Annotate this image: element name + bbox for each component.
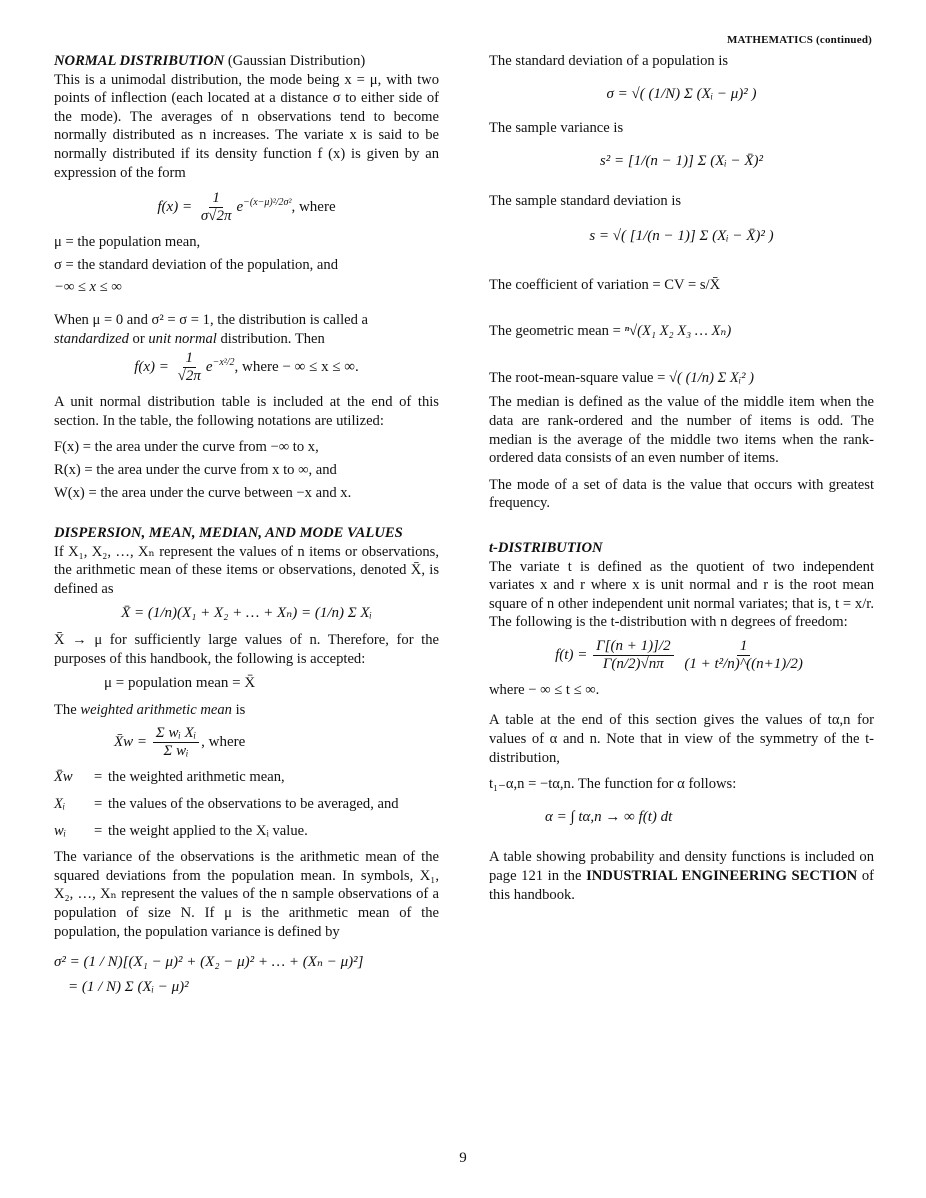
std-dev-text: The standard deviation of a population is — [489, 53, 729, 69]
section-title-t-distribution: t-DISTRIBUTION — [489, 539, 603, 556]
sample-variance-text: The sample variance is — [489, 120, 624, 137]
section-title-normal: NORMAL DISTRIBUTION (Gaussian Distribution) — [54, 53, 366, 69]
t-distribution-text: The variate t is defined as the quotient of two independent variates x and r where x is unit normal and r is the root mean square of n other independent unit normal variates; that is, t = x/r. The following is the t-distribution with n degrees of freedom: — [489, 558, 874, 631]
normal-intro: This is a unimodal distribution, the mode being x = μ, with two points of inflection (each located at a distance σ to either side of the mode). The averages of n observations tend to become normally distributed as n increases. The variate x is said to be normally distributed if its density function f (x) is given by an expression of the form — [54, 71, 439, 181]
variance-equation-2: = (1 / N) Σ (Xᵢ − μ)² — [68, 978, 189, 995]
median-text: The median is defined as the value of the middle item when the data are rank-ordered and the number of items is odd. The median is the average of the middle two items when the rank-ordered data consists of an even number of items. — [489, 394, 874, 467]
variance-equation-1: σ² = (1 / N)[(X₁ − μ)² + (X₂ − μ)² + … + (Xₙ − μ)²] — [54, 954, 364, 971]
unit-normal-equation: f(x) = $\frac{1}{√2\pi}$ $e^{-x^2/2}$, where − ∞ ≤ x ≤ ∞. — [134, 350, 359, 385]
geometric-mean: The geometric mean = ⁿ√(X₁ X₂ X₃ … Xₙ) — [489, 323, 732, 340]
probability-table-text: A table showing probability and density functions is included on page 121 in the INDUSTRIAL ENGINEERING SECTION of this handbook. — [489, 849, 874, 903]
unit-normal-table-text: A unit normal distribution table is included at the end of this section. In the table, the following notations are utilized: — [54, 394, 439, 429]
left-column — [54, 52, 439, 1004]
sample-std-dev-equation: s = √( [1/(n − 1)] Σ (Xᵢ − X̄)² ) — [589, 227, 774, 244]
coefficient-of-variation: The coefficient of variation = CV = s/X̄ — [489, 276, 721, 293]
definition-row: wᵢ = the weight applied to the Xᵢ value. — [54, 822, 308, 839]
std-dev-equation: σ = √( (1/N) Σ (Xᵢ − μ)² ) — [606, 85, 757, 102]
section-title-dispersion: DISPERSION, MEAN, MEDIAN, AND MODE VALUES — [54, 525, 403, 542]
definition-row: Xᵢ = the values of the observations to be averaged, and — [54, 796, 399, 813]
alpha-equation: α = ∫ tα,n → ∞ f(t) dt — [545, 808, 673, 825]
mode-text: The mode of a set of data is the value that occurs with greatest frequency. — [489, 476, 874, 512]
weighted-mean-definitions — [54, 768, 439, 840]
weighted-mean-equation: X̄w = $\frac{\text{Σ wᵢ Xᵢ}}{\text{Σ wᵢ}}$ , where — [114, 725, 246, 760]
right-column — [489, 52, 874, 912]
root-mean-square: The root-mean-square value = √( (1/n) Σ Xᵢ² ) — [489, 369, 755, 386]
arithmetic-mean-text: If X₁, X₂, …, Xₙ represent the values of n items or observations, the arithmetic mean of these items or observations, denoted X̄, is defined as — [54, 543, 439, 597]
sample-variance-equation: s² = [1/(n − 1)] Σ (Xᵢ − X̄)² — [599, 152, 764, 169]
notation-list: F(x) = the area under the curve from −∞ to x, R(x) = the area under the curve from x to ∞, and W(x) = the area under the curve between −x and x. — [54, 439, 352, 501]
population-mean-equation: μ = population mean = X̄ — [104, 675, 256, 692]
normal-definitions: μ = the population mean, σ = the standard deviation of the population, and −∞ ≤ x ≤ ∞ — [54, 234, 338, 296]
arithmetic-mean-equation: X̄ = (1/n)(X₁ + X₂ + … + Xₙ) = (1/n) Σ Xᵢ — [121, 605, 372, 622]
t-range: where − ∞ ≤ t ≤ ∞. — [489, 681, 600, 698]
mean-limit-text: X̄ → μ for sufficiently large values of n. Therefore, for the purposes of this handbook, the following is accepted: — [54, 632, 439, 667]
standardized-text-2: standardized or unit normal distribution. Then — [54, 330, 325, 347]
weighted-mean-text: The weighted arithmetic mean is — [54, 701, 246, 718]
page-number: 9 — [459, 1150, 467, 1166]
standardized-text: When μ = 0 and σ² = σ = 1, the distribution is called a — [54, 311, 369, 328]
symmetry-text: t₁₋α,n = −tα,n. The function for α follows: — [489, 776, 737, 793]
t-distribution-equation: f(t) = $\frac{\Gamma[(n + 1)]/2}{\Gamma(n/2)√n\pi}$ $\frac{1}{\text{(1 + t²/n)\textasciicircum{}((n+1)/2)}}$ — [555, 637, 803, 672]
running-header: MATHEMATICS (continued) — [726, 34, 872, 46]
normal-density-equation: f(x) = $\frac{1}{\sigma√2\pi}$ $e^{-(x-\mu)^2/2\sigma^2}$, where — [157, 190, 336, 225]
sample-std-dev-text: The sample standard deviation is — [489, 193, 682, 210]
definition-row: X̄w = the weighted arithmetic mean, — [54, 769, 285, 786]
variance-text: The variance of the observations is the arithmetic mean of the squared deviations from the population mean. In symbols, X₁, X₂, …, Xₙ represent the values of the n sample observations of a population of size N. If μ is the arithmetic mean of the population, the population variance is defined by — [54, 849, 439, 940]
t-table-text: A table at the end of this section gives the values of tα,n for values of α and n. Note that in view of the symmetry of the t-distribution, — [489, 712, 874, 766]
